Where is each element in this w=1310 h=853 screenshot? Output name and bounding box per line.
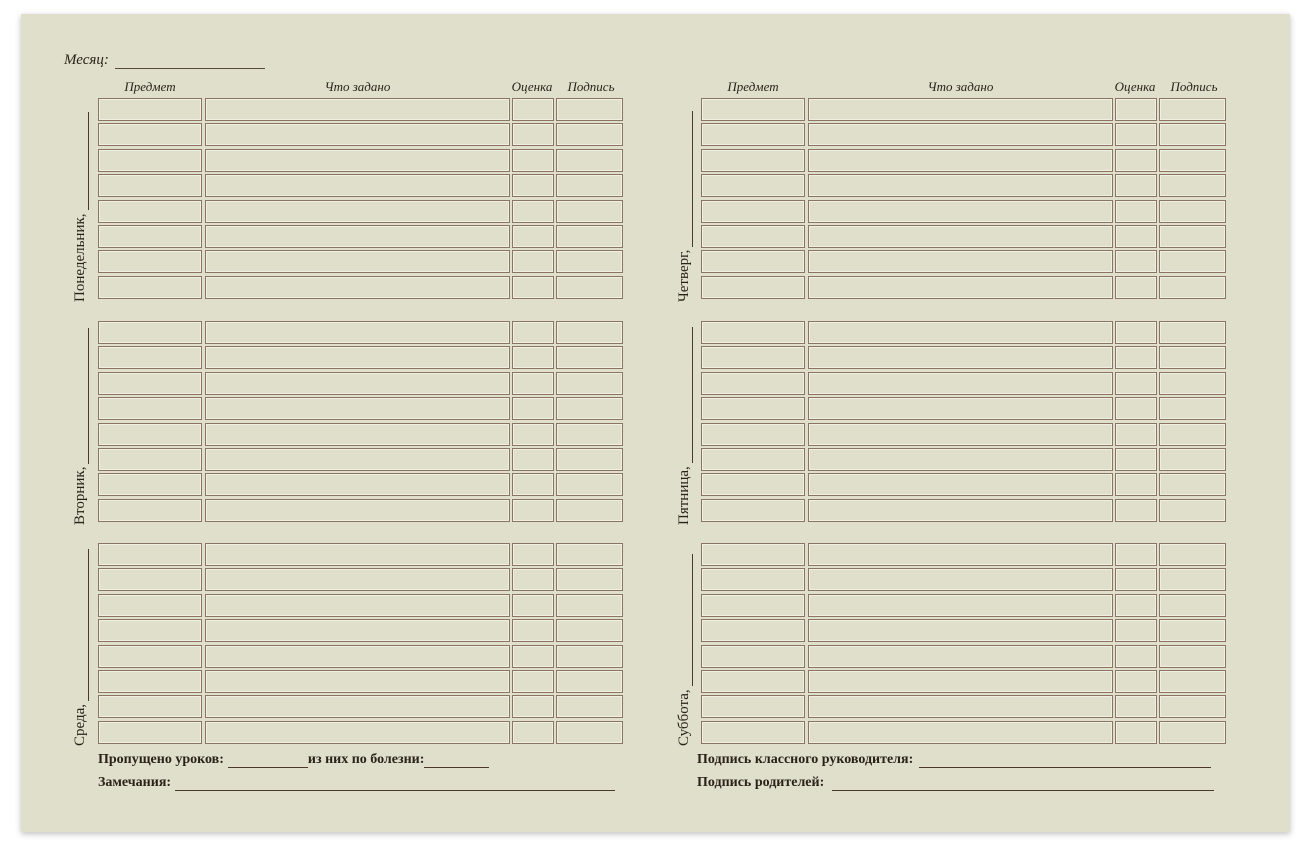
wednesday-lesson-7-subject-cell[interactable] xyxy=(98,695,202,718)
friday-lesson-3-signature-cell[interactable] xyxy=(1159,372,1226,395)
monday-lesson-3-subject-cell[interactable] xyxy=(98,149,202,172)
monday-lesson-6-grade-cell[interactable] xyxy=(512,225,554,248)
saturday-lesson-1-grade-cell[interactable] xyxy=(1115,543,1157,566)
saturday-lesson-4-grade-cell[interactable] xyxy=(1115,619,1157,642)
saturday-lesson-3-signature-cell[interactable] xyxy=(1159,594,1226,617)
thursday-lesson-4-homework-cell[interactable] xyxy=(808,174,1113,197)
monday-lesson-5-grade-cell[interactable] xyxy=(512,200,554,223)
wednesday-lesson-8-signature-cell[interactable] xyxy=(556,721,623,744)
monday-lesson-8-subject-cell[interactable] xyxy=(98,276,202,299)
friday-lesson-8-signature-cell[interactable] xyxy=(1159,499,1226,522)
saturday-lesson-8-signature-cell[interactable] xyxy=(1159,721,1226,744)
day-thursday-date-line[interactable] xyxy=(678,111,693,247)
wednesday-lesson-4-grade-cell[interactable] xyxy=(512,619,554,642)
wednesday-lesson-1-homework-cell[interactable] xyxy=(205,543,510,566)
saturday-lesson-6-grade-cell[interactable] xyxy=(1115,670,1157,693)
day-friday-text: Пятница, xyxy=(676,466,692,525)
illness-line[interactable] xyxy=(424,755,489,768)
thursday-lesson-8-homework-cell[interactable] xyxy=(808,276,1113,299)
monday-lesson-3-signature-cell[interactable] xyxy=(556,149,623,172)
monday-lesson-8-signature-cell[interactable] xyxy=(556,276,623,299)
right-header-grade: Оценка xyxy=(1114,79,1156,94)
tuesday-lesson-4-signature-cell[interactable] xyxy=(556,397,623,420)
friday-lesson-3-homework-cell[interactable] xyxy=(808,372,1113,395)
missed-lessons-row xyxy=(98,752,489,768)
day-label-saturday xyxy=(676,554,693,746)
saturday-lesson-2-grade-cell[interactable] xyxy=(1115,568,1157,591)
monday-lesson-1-subject-cell[interactable] xyxy=(98,98,202,121)
saturday-lesson-4-homework-cell[interactable] xyxy=(808,619,1113,642)
monday-lesson-7-signature-cell[interactable] xyxy=(556,250,623,273)
friday-lesson-3-grade-cell[interactable] xyxy=(1115,372,1157,395)
tuesday-lesson-4-homework-cell[interactable] xyxy=(205,397,510,420)
monday-lesson-8-grade-cell[interactable] xyxy=(512,276,554,299)
thursday-lesson-6-subject-cell[interactable] xyxy=(701,225,805,248)
day-wednesday-text: Среда, xyxy=(72,703,88,746)
parents-signature-line[interactable] xyxy=(832,778,1214,791)
wednesday-lesson-7-grade-cell[interactable] xyxy=(512,695,554,718)
right-header-homework: Что задано xyxy=(927,79,994,94)
friday-lesson-5-subject-cell[interactable] xyxy=(701,423,805,446)
thursday-lesson-4-signature-cell[interactable] xyxy=(1159,174,1226,197)
friday-lesson-7-grade-cell[interactable] xyxy=(1115,473,1157,496)
monday-lesson-3-grade-cell[interactable] xyxy=(512,149,554,172)
wednesday-lesson-5-subject-cell[interactable] xyxy=(98,645,202,668)
thursday-lesson-8-subject-cell[interactable] xyxy=(701,276,805,299)
day-saturday-date-line[interactable] xyxy=(678,554,693,686)
saturday-lesson-2-homework-cell[interactable] xyxy=(808,568,1113,591)
wednesday-lesson-8-homework-cell[interactable] xyxy=(205,721,510,744)
monday-lesson-1-homework-cell[interactable] xyxy=(205,98,510,121)
tuesday-lesson-8-signature-cell[interactable] xyxy=(556,499,623,522)
tuesday-lesson-1-subject-cell[interactable] xyxy=(98,321,202,344)
monday-lesson-5-signature-cell[interactable] xyxy=(556,200,623,223)
friday-lesson-7-signature-cell[interactable] xyxy=(1159,473,1226,496)
monday-lesson-2-signature-cell[interactable] xyxy=(556,123,623,146)
monday-lesson-6-homework-cell[interactable] xyxy=(205,225,510,248)
tuesday-lesson-2-grade-cell[interactable] xyxy=(512,346,554,369)
tuesday-lesson-3-grade-cell[interactable] xyxy=(512,372,554,395)
teacher-signature-line[interactable] xyxy=(919,755,1211,768)
tuesday-lesson-3-signature-cell[interactable] xyxy=(556,372,623,395)
tuesday-lesson-7-grade-cell[interactable] xyxy=(512,473,554,496)
friday-lesson-6-homework-cell[interactable] xyxy=(808,448,1113,471)
saturday-lesson-7-homework-cell[interactable] xyxy=(808,695,1113,718)
day-label-tuesday xyxy=(72,328,89,525)
wednesday-lesson-6-homework-cell[interactable] xyxy=(205,670,510,693)
friday-lesson-5-grade-cell[interactable] xyxy=(1115,423,1157,446)
saturday-lesson-1-homework-cell[interactable] xyxy=(808,543,1113,566)
wednesday-lesson-3-grade-cell[interactable] xyxy=(512,594,554,617)
saturday-lesson-8-grade-cell[interactable] xyxy=(1115,721,1157,744)
saturday-lesson-1-subject-cell[interactable] xyxy=(701,543,805,566)
monday-lesson-4-signature-cell[interactable] xyxy=(556,174,623,197)
wednesday-lesson-1-subject-cell[interactable] xyxy=(98,543,202,566)
thursday-lesson-2-signature-cell[interactable] xyxy=(1159,123,1226,146)
monday-lesson-2-subject-cell[interactable] xyxy=(98,123,202,146)
saturday-lesson-7-grade-cell[interactable] xyxy=(1115,695,1157,718)
thursday-lesson-1-grade-cell[interactable] xyxy=(1115,98,1157,121)
wednesday-lesson-1-grade-cell[interactable] xyxy=(512,543,554,566)
wednesday-lesson-3-homework-cell[interactable] xyxy=(205,594,510,617)
thursday-lesson-2-grade-cell[interactable] xyxy=(1115,123,1157,146)
friday-lesson-2-grade-cell[interactable] xyxy=(1115,346,1157,369)
wednesday-lesson-7-homework-cell[interactable] xyxy=(205,695,510,718)
day-label-thursday xyxy=(676,111,693,302)
monday-lesson-1-grade-cell[interactable] xyxy=(512,98,554,121)
monday-lesson-8-homework-cell[interactable] xyxy=(205,276,510,299)
tuesday-lesson-1-homework-cell[interactable] xyxy=(205,321,510,344)
tuesday-lesson-4-grade-cell[interactable] xyxy=(512,397,554,420)
right-header-subject: Предмет xyxy=(727,79,779,94)
saturday-lesson-1-signature-cell[interactable] xyxy=(1159,543,1226,566)
thursday-lesson-2-homework-cell[interactable] xyxy=(808,123,1113,146)
friday-lesson-5-homework-cell[interactable] xyxy=(808,423,1113,446)
monday-lesson-5-homework-cell[interactable] xyxy=(205,200,510,223)
tuesday-lesson-8-homework-cell[interactable] xyxy=(205,499,510,522)
tuesday-lesson-3-subject-cell[interactable] xyxy=(98,372,202,395)
tuesday-lesson-1-signature-cell[interactable] xyxy=(556,321,623,344)
day-tuesday-date-line[interactable] xyxy=(74,328,89,464)
day-tuesday-text: Вторник, xyxy=(72,466,88,525)
friday-lesson-8-homework-cell[interactable] xyxy=(808,499,1113,522)
saturday-lesson-8-homework-cell[interactable] xyxy=(808,721,1113,744)
tuesday-lesson-2-subject-cell[interactable] xyxy=(98,346,202,369)
saturday-lesson-3-subject-cell[interactable] xyxy=(701,594,805,617)
remarks-line[interactable] xyxy=(175,778,615,791)
friday-lesson-7-subject-cell[interactable] xyxy=(701,473,805,496)
monday-lesson-6-signature-cell[interactable] xyxy=(556,225,623,248)
saturday-lesson-2-subject-cell[interactable] xyxy=(701,568,805,591)
friday-lesson-8-grade-cell[interactable] xyxy=(1115,499,1157,522)
saturday-lesson-7-subject-cell[interactable] xyxy=(701,695,805,718)
wednesday-lesson-8-subject-cell[interactable] xyxy=(98,721,202,744)
wednesday-lesson-5-signature-cell[interactable] xyxy=(556,645,623,668)
friday-lesson-4-subject-cell[interactable] xyxy=(701,397,805,420)
tuesday-lesson-6-signature-cell[interactable] xyxy=(556,448,623,471)
saturday-lesson-4-signature-cell[interactable] xyxy=(1159,619,1226,642)
thursday-lesson-7-subject-cell[interactable] xyxy=(701,250,805,273)
friday-lesson-6-grade-cell[interactable] xyxy=(1115,448,1157,471)
day-label-monday xyxy=(72,112,89,302)
left-header-signature: Подпись xyxy=(567,79,615,94)
saturday-lesson-8-subject-cell[interactable] xyxy=(701,721,805,744)
wednesday-lesson-4-homework-cell[interactable] xyxy=(205,619,510,642)
thursday-lesson-3-subject-cell[interactable] xyxy=(701,149,805,172)
friday-lesson-5-signature-cell[interactable] xyxy=(1159,423,1226,446)
monday-lesson-4-homework-cell[interactable] xyxy=(205,174,510,197)
day-monday-date-line[interactable] xyxy=(74,112,89,210)
thursday-lesson-8-grade-cell[interactable] xyxy=(1115,276,1157,299)
monday-lesson-1-signature-cell[interactable] xyxy=(556,98,623,121)
tuesday-lesson-2-signature-cell[interactable] xyxy=(556,346,623,369)
monday-lesson-3-homework-cell[interactable] xyxy=(205,149,510,172)
right-header-signature: Подпись xyxy=(1170,79,1218,94)
month-label: Месяц: xyxy=(64,52,109,68)
day-label-wednesday xyxy=(72,549,89,746)
thursday-lesson-1-signature-cell[interactable] xyxy=(1159,98,1226,121)
thursday-lesson-1-subject-cell[interactable] xyxy=(701,98,805,121)
thursday-lesson-3-signature-cell[interactable] xyxy=(1159,149,1226,172)
thursday-lesson-1-homework-cell[interactable] xyxy=(808,98,1113,121)
tuesday-lesson-7-subject-cell[interactable] xyxy=(98,473,202,496)
monday-lesson-4-subject-cell[interactable] xyxy=(98,174,202,197)
thursday-lesson-7-homework-cell[interactable] xyxy=(808,250,1113,273)
thursday-lesson-5-subject-cell[interactable] xyxy=(701,200,805,223)
wednesday-lesson-2-subject-cell[interactable] xyxy=(98,568,202,591)
thursday-lesson-6-signature-cell[interactable] xyxy=(1159,225,1226,248)
friday-lesson-1-signature-cell[interactable] xyxy=(1159,321,1226,344)
missed-lessons-line[interactable] xyxy=(228,755,308,768)
friday-lesson-2-subject-cell[interactable] xyxy=(701,346,805,369)
wednesday-lesson-5-homework-cell[interactable] xyxy=(205,645,510,668)
tuesday-lesson-5-grade-cell[interactable] xyxy=(512,423,554,446)
wednesday-lesson-4-subject-cell[interactable] xyxy=(98,619,202,642)
thursday-lesson-4-grade-cell[interactable] xyxy=(1115,174,1157,197)
monday-lesson-2-homework-cell[interactable] xyxy=(205,123,510,146)
missed-lessons-label: Пропущено уроков: xyxy=(98,752,224,767)
friday-lesson-4-homework-cell[interactable] xyxy=(808,397,1113,420)
remarks-label: Замечания: xyxy=(98,775,172,790)
friday-lesson-2-signature-cell[interactable] xyxy=(1159,346,1226,369)
friday-lesson-7-homework-cell[interactable] xyxy=(808,473,1113,496)
parents-signature-row xyxy=(697,775,1214,791)
tuesday-lesson-6-homework-cell[interactable] xyxy=(205,448,510,471)
wednesday-lesson-6-subject-cell[interactable] xyxy=(98,670,202,693)
left-header-grade: Оценка xyxy=(511,79,553,94)
remarks-row xyxy=(98,775,615,791)
thursday-lesson-7-grade-cell[interactable] xyxy=(1115,250,1157,273)
wednesday-lesson-3-subject-cell[interactable] xyxy=(98,594,202,617)
tuesday-lesson-4-subject-cell[interactable] xyxy=(98,397,202,420)
saturday-lesson-6-signature-cell[interactable] xyxy=(1159,670,1226,693)
tuesday-lesson-5-signature-cell[interactable] xyxy=(556,423,623,446)
left-header-subject: Предмет xyxy=(124,79,176,94)
monday-lesson-7-homework-cell[interactable] xyxy=(205,250,510,273)
saturday-lesson-5-subject-cell[interactable] xyxy=(701,645,805,668)
illness-label: из них по болезни: xyxy=(307,752,425,767)
saturday-lesson-2-signature-cell[interactable] xyxy=(1159,568,1226,591)
friday-lesson-1-subject-cell[interactable] xyxy=(701,321,805,344)
thursday-lesson-5-signature-cell[interactable] xyxy=(1159,200,1226,223)
saturday-lesson-5-signature-cell[interactable] xyxy=(1159,645,1226,668)
saturday-lesson-6-subject-cell[interactable] xyxy=(701,670,805,693)
wednesday-lesson-4-signature-cell[interactable] xyxy=(556,619,623,642)
friday-lesson-6-signature-cell[interactable] xyxy=(1159,448,1226,471)
monday-lesson-7-subject-cell[interactable] xyxy=(98,250,202,273)
thursday-lesson-3-homework-cell[interactable] xyxy=(808,149,1113,172)
tuesday-lesson-1-grade-cell[interactable] xyxy=(512,321,554,344)
tuesday-lesson-5-subject-cell[interactable] xyxy=(98,423,202,446)
day-label-friday xyxy=(676,327,693,525)
friday-lesson-6-subject-cell[interactable] xyxy=(701,448,805,471)
thursday-lesson-6-homework-cell[interactable] xyxy=(808,225,1113,248)
saturday-lesson-3-grade-cell[interactable] xyxy=(1115,594,1157,617)
month-field xyxy=(64,52,265,69)
left-header-homework: Что задано xyxy=(324,79,391,94)
tuesday-lesson-8-grade-cell[interactable] xyxy=(512,499,554,522)
saturday-lesson-7-signature-cell[interactable] xyxy=(1159,695,1226,718)
thursday-lesson-4-subject-cell[interactable] xyxy=(701,174,805,197)
tuesday-lesson-8-subject-cell[interactable] xyxy=(98,499,202,522)
thursday-lesson-7-signature-cell[interactable] xyxy=(1159,250,1226,273)
wednesday-lesson-1-signature-cell[interactable] xyxy=(556,543,623,566)
tuesday-lesson-5-homework-cell[interactable] xyxy=(205,423,510,446)
friday-lesson-4-grade-cell[interactable] xyxy=(1115,397,1157,420)
thursday-lesson-8-signature-cell[interactable] xyxy=(1159,276,1226,299)
tuesday-lesson-2-homework-cell[interactable] xyxy=(205,346,510,369)
friday-lesson-1-grade-cell[interactable] xyxy=(1115,321,1157,344)
thursday-lesson-2-subject-cell[interactable] xyxy=(701,123,805,146)
friday-lesson-2-homework-cell[interactable] xyxy=(808,346,1113,369)
friday-lesson-3-subject-cell[interactable] xyxy=(701,372,805,395)
day-friday-date-line[interactable] xyxy=(678,327,693,463)
tuesday-lesson-3-homework-cell[interactable] xyxy=(205,372,510,395)
monday-lesson-7-grade-cell[interactable] xyxy=(512,250,554,273)
monday-lesson-2-grade-cell[interactable] xyxy=(512,123,554,146)
thursday-lesson-5-grade-cell[interactable] xyxy=(1115,200,1157,223)
parents-signature-label: Подпись родителей: xyxy=(697,775,825,790)
wednesday-lesson-5-grade-cell[interactable] xyxy=(512,645,554,668)
tuesday-lesson-6-grade-cell[interactable] xyxy=(512,448,554,471)
monday-lesson-4-grade-cell[interactable] xyxy=(512,174,554,197)
friday-lesson-1-homework-cell[interactable] xyxy=(808,321,1113,344)
friday-lesson-4-signature-cell[interactable] xyxy=(1159,397,1226,420)
day-wednesday-date-line[interactable] xyxy=(74,549,89,701)
monday-lesson-6-subject-cell[interactable] xyxy=(98,225,202,248)
wednesday-lesson-2-grade-cell[interactable] xyxy=(512,568,554,591)
wednesday-lesson-7-signature-cell[interactable] xyxy=(556,695,623,718)
teacher-signature-label: Подпись классного руководителя: xyxy=(697,752,914,767)
month-input-line[interactable] xyxy=(115,54,265,69)
saturday-lesson-4-subject-cell[interactable] xyxy=(701,619,805,642)
saturday-lesson-5-grade-cell[interactable] xyxy=(1115,645,1157,668)
wednesday-lesson-6-signature-cell[interactable] xyxy=(556,670,623,693)
wednesday-lesson-3-signature-cell[interactable] xyxy=(556,594,623,617)
day-thursday-text: Четверг, xyxy=(676,249,692,302)
wednesday-lesson-6-grade-cell[interactable] xyxy=(512,670,554,693)
saturday-lesson-5-homework-cell[interactable] xyxy=(808,645,1113,668)
day-monday-text: Понедельник, xyxy=(72,213,88,302)
monday-lesson-5-subject-cell[interactable] xyxy=(98,200,202,223)
tuesday-lesson-7-homework-cell[interactable] xyxy=(205,473,510,496)
saturday-lesson-6-homework-cell[interactable] xyxy=(808,670,1113,693)
wednesday-lesson-2-signature-cell[interactable] xyxy=(556,568,623,591)
wednesday-lesson-8-grade-cell[interactable] xyxy=(512,721,554,744)
wednesday-lesson-2-homework-cell[interactable] xyxy=(205,568,510,591)
tuesday-lesson-6-subject-cell[interactable] xyxy=(98,448,202,471)
thursday-lesson-6-grade-cell[interactable] xyxy=(1115,225,1157,248)
thursday-lesson-5-homework-cell[interactable] xyxy=(808,200,1113,223)
tuesday-lesson-7-signature-cell[interactable] xyxy=(556,473,623,496)
friday-lesson-8-subject-cell[interactable] xyxy=(701,499,805,522)
thursday-lesson-3-grade-cell[interactable] xyxy=(1115,149,1157,172)
teacher-signature-row xyxy=(697,752,1211,768)
saturday-lesson-3-homework-cell[interactable] xyxy=(808,594,1113,617)
day-saturday-text: Суббота, xyxy=(676,689,692,746)
